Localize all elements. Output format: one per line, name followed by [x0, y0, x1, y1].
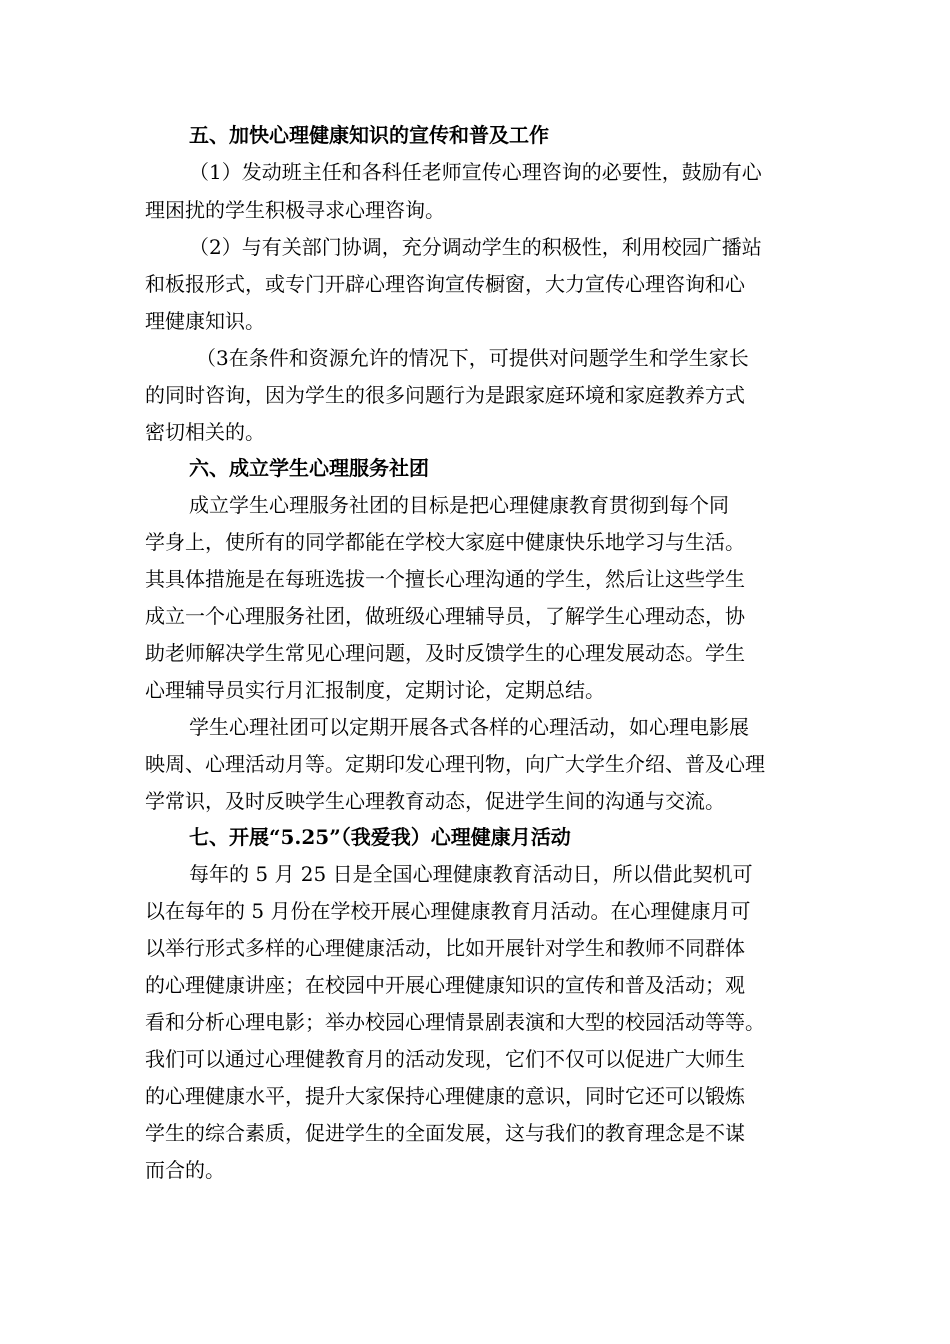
paragraph-line: 成立一个心理服务社团，做班级心理辅导员，了解学生心理动态，协 [145, 604, 745, 628]
paragraph-line: 以在每年的 5 月份在学校开展心理健康教育月活动。在心理健康月可 [145, 899, 751, 923]
paragraph-line: 的心理健康讲座；在校园中开展心理健康知识的宣传和普及活动；观 [145, 973, 745, 997]
paragraph-line: 和板报形式，或专门开辟心理咨询宣传橱窗，大力宣传心理咨询和心 [145, 272, 745, 296]
paragraph-line: 的同时咨询，因为学生的很多问题行为是跟家庭环境和家庭教养方式 [145, 383, 745, 407]
paragraph-line: 学常识，及时反映学生心理教育动态，促进学生间的沟通与交流。 [145, 789, 725, 813]
paragraph-line: 学身上，使所有的同学都能在学校大家庭中健康快乐地学习与生活。 [145, 530, 745, 554]
paragraph-line: （2）与有关部门协调，充分调动学生的积极性，利用校园广播站 [189, 235, 762, 259]
paragraph-line: 的心理健康水平，提升大家保持心理健康的意识，同时它还可以锻炼 [145, 1084, 745, 1108]
paragraph-line: 而合的。 [145, 1158, 225, 1182]
paragraph-line: 每年的 5 月 25 日是全国心理健康教育活动日，所以借此契机可 [189, 862, 753, 886]
paragraph-line: 密切相关的。 [145, 420, 265, 444]
paragraph-line: 理困扰的学生积极寻求心理咨询。 [145, 198, 445, 222]
paragraph-line: 看和分析心理电影；举办校园心理情景剧表演和大型的校园活动等等。 [145, 1010, 765, 1034]
paragraph-line: 我们可以通过心理健教育月的活动发现，它们不仅可以促进广大师生 [145, 1047, 745, 1071]
paragraph-line: 学生的综合素质，促进学生的全面发展，这与我们的教育理念是不谋 [145, 1121, 745, 1145]
paragraph-line: 理健康知识。 [145, 309, 265, 333]
section-heading: 五、加快心理健康知识的宣传和普及工作 [189, 123, 549, 147]
paragraph-line: （1）发动班主任和各科任老师宣传心理咨询的必要性，鼓励有心 [189, 160, 762, 184]
paragraph-line: 映周、心理活动月等。定期印发心理刊物，向广大学生介绍、普及心理 [145, 752, 765, 776]
section-heading: 六、成立学生心理服务社团 [189, 456, 429, 480]
paragraph-line: （3在条件和资源允许的情况下，可提供对问题学生和学生家长 [196, 346, 749, 370]
section-heading: 七、开展“5.25”（我爱我）心理健康月活动 [189, 825, 571, 849]
paragraph-line: 心理辅导员实行月汇报制度，定期讨论，定期总结。 [145, 678, 605, 702]
paragraph-line: 成立学生心理服务社团的目标是把心理健康教育贯彻到每个同 [189, 493, 729, 517]
paragraph-line: 其具体措施是在每班选拔一个擅长心理沟通的学生，然后让这些学生 [145, 567, 745, 591]
paragraph-line: 助老师解决学生常见心理问题，及时反馈学生的心理发展动态。学生 [145, 641, 745, 665]
paragraph-line: 学生心理社团可以定期开展各式各样的心理活动，如心理电影展 [189, 715, 749, 739]
paragraph-line: 以举行形式多样的心理健康活动，比如开展针对学生和教师不同群体 [145, 936, 745, 960]
